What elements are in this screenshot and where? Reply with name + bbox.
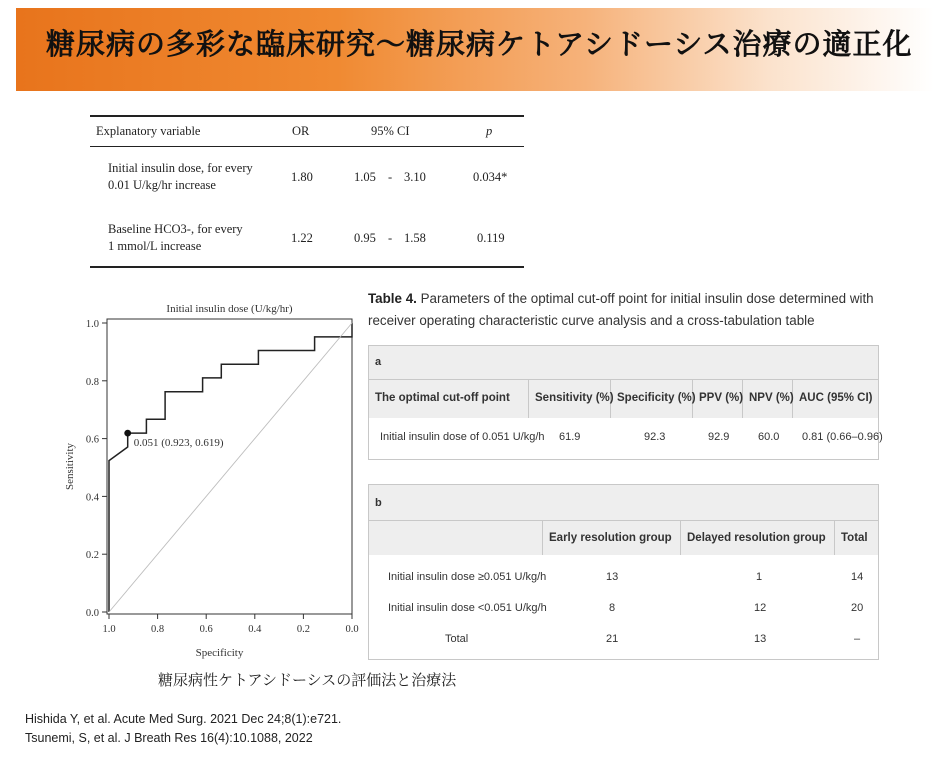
panel-b-header-total: Total (841, 532, 868, 544)
reference-1: Hishida Y, et al. Acute Med Surg. 2021 Dec 24;8(1):e721. (25, 712, 342, 726)
header-explanatory-variable: Explanatory variable (96, 124, 201, 138)
x-tick-label: 0.8 (151, 624, 165, 635)
reference-diagonal-line (109, 323, 352, 612)
panel-b-col-divider (542, 520, 543, 555)
y-tick-label: 0.4 (85, 492, 99, 504)
panel-a-cell-auc: 0.81 (0.66–0.96) (802, 431, 883, 443)
header-ci: 95% CI (371, 124, 410, 138)
panel-a-header-ppv: PPV (%) (699, 392, 744, 404)
table-header-rule (90, 146, 524, 147)
row2-variable-line2: 1 mmol/L increase (108, 239, 202, 253)
panel-a-col-divider (528, 379, 529, 418)
panel-b-label: b (375, 497, 382, 509)
panel-b-header-delayed: Delayed resolution group (687, 532, 826, 544)
reference-2: Tsunemi, S, et al. J Breath Res 16(4):10.1088, 2022 (25, 731, 313, 745)
header-p: p (486, 124, 493, 138)
row1-variable-line2: 0.01 U/kg/hr increase (108, 178, 216, 192)
y-tick-label: 0.0 (85, 608, 99, 619)
y-tick-label: 0.8 (85, 376, 99, 388)
row1-ci-high: 3.10 (404, 170, 426, 184)
panel-a-cell-specificity: 92.3 (644, 431, 666, 443)
y-tick-label: 0.6 (85, 434, 99, 446)
panel-a-header-specificity: Specificity (%) (617, 392, 696, 404)
panel-a-header-auc: AUC (95% CI) (799, 392, 873, 404)
panel-b-row2-early: 8 (609, 602, 616, 614)
panel-b-row2-total: 20 (851, 602, 864, 614)
panel-b-row1-total: 14 (851, 571, 864, 583)
panel-b-row1-delayed: 1 (756, 571, 763, 583)
figure-caption-jp: 糖尿病性ケトアシドーシスの評価法と治療法 (158, 671, 457, 689)
row1-ci-dash: - (388, 170, 393, 184)
panel-b-row1-early: 13 (606, 571, 619, 583)
panel-b-row2-label: Initial insulin dose <0.051 U/kg/h (388, 602, 547, 614)
annotation-label: 0.051 (0.923, 0.619) (133, 437, 224, 450)
table4-caption-text: Parameters of the optimal cut-off point for initial insulin dose determined with receiver operating characteristic curve analysis and a cross-tabulation table (368, 291, 874, 328)
x-tick-label: 0.0 (345, 624, 359, 635)
x-tick-label: 0.6 (199, 624, 213, 635)
panel-b-row2-delayed: 12 (754, 602, 767, 614)
table4-panel-a (368, 345, 883, 460)
table-top-rule (90, 115, 524, 117)
table4-caption-label: Table 4. (368, 291, 417, 306)
panel-b-col-divider (834, 520, 835, 555)
row1-variable-line1: Initial insulin dose, for every (108, 161, 253, 175)
row2-or: 1.22 (291, 231, 313, 245)
panel-a-header-npv: NPV (%) (749, 392, 794, 404)
table4-caption (368, 288, 888, 332)
chart-title: Initial insulin dose (U/kg/hr) (166, 303, 293, 315)
panel-a-cell-ppv: 92.9 (708, 431, 730, 443)
panel-b-row3-total: – (854, 633, 861, 645)
table-bottom-rule (90, 266, 524, 268)
x-axis-label: Specificity (195, 647, 244, 659)
row2-ci-high: 1.58 (404, 231, 426, 245)
table4-panel-b (368, 484, 879, 660)
row2-ci-dash: - (388, 231, 393, 245)
x-tick-label: 1.0 (102, 624, 116, 635)
y-tick-label: 1.0 (85, 319, 99, 330)
panel-a-cell-sensitivity: 61.9 (559, 431, 581, 443)
x-tick-label: 0.4 (248, 624, 262, 635)
references (25, 710, 341, 748)
panel-a-divider (369, 379, 878, 380)
y-tick-label: 0.2 (85, 550, 99, 562)
panel-a-header-cutoff: The optimal cut-off point (375, 392, 510, 404)
panel-a-header-sensitivity: Sensitivity (%) (535, 392, 614, 404)
row2-p: 0.119 (477, 231, 505, 245)
row2-variable-line1: Baseline HCO3-, for every (108, 222, 243, 236)
panel-a-cell-npv: 60.0 (758, 431, 780, 443)
optimal-cutoff-point (124, 430, 131, 437)
plot-frame (107, 319, 352, 614)
row1-or: 1.80 (291, 170, 313, 184)
row1-ci-low: 1.05 (354, 170, 376, 184)
panel-a-label: a (375, 356, 382, 368)
y-axis-label: Sensitivity (64, 442, 76, 491)
panel-b-divider (369, 520, 878, 521)
panel-b-row3-delayed: 13 (754, 633, 767, 645)
panel-a-cell-cutoff: Initial insulin dose of 0.051 U/kg/h (380, 431, 545, 443)
roc-chart (58, 300, 368, 670)
panel-a-header-bg (369, 346, 878, 418)
header-or: OR (292, 124, 310, 138)
panel-b-col-divider (680, 520, 681, 555)
panel-b-row3-label: Total (445, 633, 469, 645)
panel-b-row3-early: 21 (606, 633, 619, 645)
row1-p: 0.034* (473, 170, 508, 184)
x-tick-label: 0.2 (296, 624, 310, 635)
page-title: 糖尿病の多彩な臨床研究〜糖尿病ケトアシドーシス治療の適正化 (46, 27, 913, 61)
panel-b-row1-label: Initial insulin dose ≥0.051 U/kg/h (388, 571, 547, 583)
panel-b-header-early: Early resolution group (549, 532, 672, 544)
row2-ci-low: 0.95 (354, 231, 376, 245)
